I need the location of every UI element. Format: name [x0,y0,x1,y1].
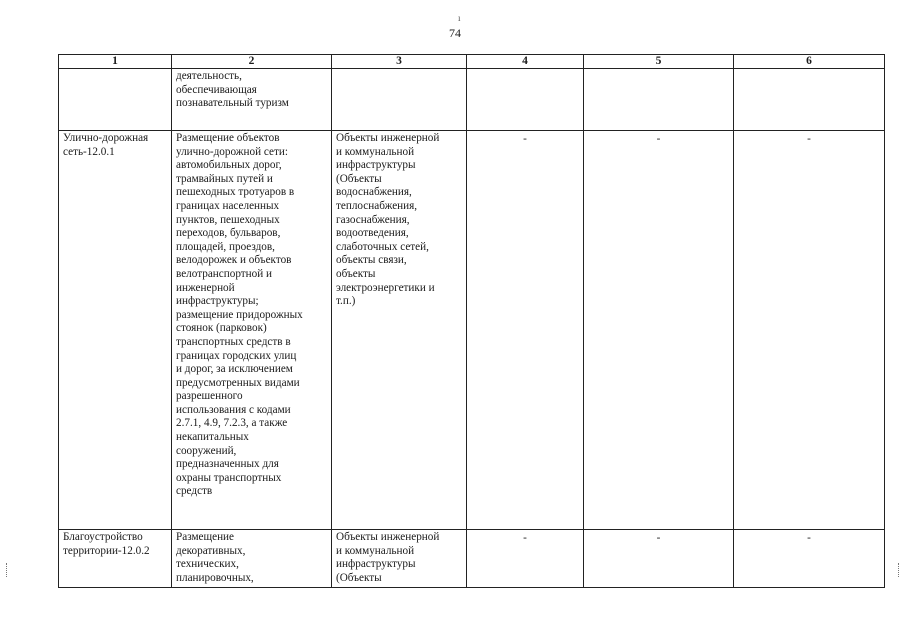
dash-value: - [656,133,661,145]
page-mark: ı [458,13,461,23]
dash-value: - [656,532,661,544]
header-cell-1: 1 [59,55,172,69]
cell-description: деятельность, обеспечивающая познавательный туризм [172,69,332,131]
cell-description: Размещение декоративных, технических, планировочных, [172,530,332,588]
cell-use-type [59,69,172,131]
page-number: 74 [449,26,461,40]
cell-col5 [584,530,734,588]
cell-col4 [467,530,584,588]
table-row [59,131,885,530]
cell-col4 [467,131,584,530]
cell-col6 [734,69,885,131]
dash-value: - [523,133,527,145]
cell-col5 [584,69,734,131]
header-cell-3: 3 [332,55,467,69]
dash-value: - [523,532,527,544]
scan-edge-mark-left [6,563,9,577]
cell-objects: Объекты инженерной и коммунальной инфраструктуры (Объекты [332,530,467,588]
cell-objects: Объекты инженерной и коммунальной инфраструктуры (Объекты водоснабжения, теплоснабжения, газоснабжения, водоотведения, слаботочных сетей, объекты связи, объекты электроэнергетики и т.п.) [332,131,467,530]
cell-use-type: Благоустройство территории-12.0.2 [59,530,172,588]
header-cell-5: 5 [584,55,734,69]
header-cell-4: 4 [467,55,584,69]
cell-description: Размещение объектов улично-дорожной сети: автомобильных дорог, трамвайных путей и пешеходных тротуаров в границах населенных пунктов, пешеходных переходов, бульваров, площадей, проездов, велодорожек и объектов велотранспортной и инженерной инфраструктуры; размещение придорожных стоянок (парковок) транспортных средств в границах городских улиц и дорог, за исключением предусмотренных видами разрешенного использования с кодами 2.7.1, 4.9, 7.2.3, а также некапитальных сооружений, предназначенных для охраны транспортных средств [172,131,332,530]
cell-col5 [584,131,734,530]
table-row [59,530,885,588]
cell-objects [332,69,467,131]
table-row [59,69,885,131]
cell-use-type: Улично-дорожная сеть-12.0.1 [59,131,172,530]
header-cell-6: 6 [734,55,885,69]
dash-value: - [807,133,811,145]
header-cell-2: 2 [172,55,332,69]
land-use-table [58,54,885,588]
table-header-row [59,55,885,69]
cell-col6 [734,530,885,588]
cell-col4 [467,69,584,131]
scan-edge-mark-right [898,563,901,577]
dash-value: - [807,532,811,544]
cell-col6 [734,131,885,530]
